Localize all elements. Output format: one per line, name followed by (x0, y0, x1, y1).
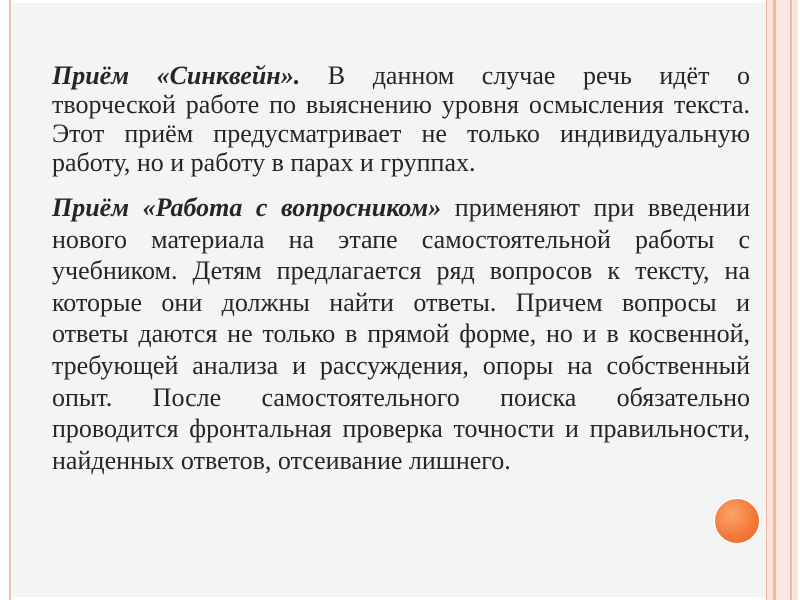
left-frame-line (9, 0, 11, 600)
text-span: В данном случае речь идёт о (327, 61, 750, 90)
paragraph-lead: Приём «Синквейн». (52, 61, 301, 90)
text-line: опыт. После самостоятельного поиска обязательно (52, 382, 750, 412)
text-line: творческой работе по выяснению уровня осмысления текста. (52, 90, 750, 119)
right-frame-stripes (766, 0, 798, 600)
text-line: Этот приём предусматривает не только индивидуальную (52, 119, 750, 148)
text-line: найденных ответов, отсеивание лишнего. (52, 445, 511, 475)
text-line (52, 61, 750, 90)
text-line: которые они должны найти ответы. Причем вопросы и (52, 287, 750, 317)
frame-stripe (773, 0, 776, 600)
frame-stripe (790, 0, 792, 600)
paragraph-lead: Приём «Работа с вопросником» (52, 193, 442, 222)
frame-stripe (793, 0, 797, 600)
text-span: применяют при введении (454, 193, 750, 222)
text-line: ответы даются не только в прямой форме, но и в косвенной, (52, 319, 750, 349)
slide-body (52, 0, 750, 600)
frame-stripe (766, 0, 767, 600)
text-line: работу, но и работу в парах и группах. (52, 148, 476, 177)
paragraph-questionnaire (52, 192, 750, 476)
text-line: нового материала на этапе самостоятельной работы с (52, 224, 750, 254)
text-line: требующей анализа и рассуждения, опоры на собственный (52, 350, 750, 380)
text-line (52, 192, 750, 224)
text-line: проводится фронтальная проверка точности и правильности, (52, 414, 750, 444)
text-line: учебником. Детям предлагается ряд вопросов к тексту, на (52, 256, 750, 286)
paragraph-sinkwine (52, 61, 750, 177)
